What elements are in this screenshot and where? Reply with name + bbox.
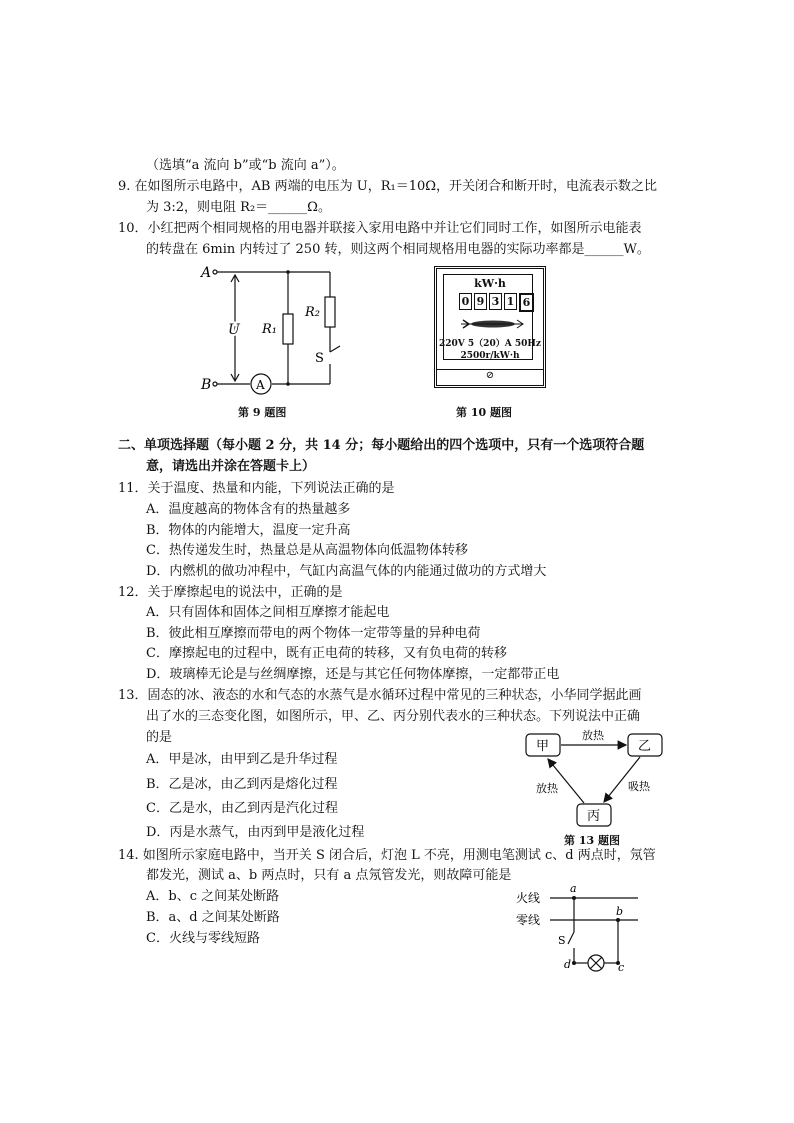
section2-title-line2: 意，请选出并涂在答题卡上） [146,459,316,474]
q13-line3: 的是 [146,730,173,745]
fig9-circuit [195,262,355,397]
fig9-label-r2: R₂ [305,305,320,320]
fig9-label-b: B [201,377,212,393]
fig14-switch-label: S [558,934,566,947]
q12-option-a: A．只有固体和固体之间相互摩擦才能起电 [146,605,390,620]
q11-option-d: D．内燃机的做功冲程中，气缸内高温气体的内能通过做功的方式增大 [146,564,547,579]
fig13-caption: 第 13 题图 [564,834,620,847]
q8-tail: （选填“a 流向 b”或“b 流向 a”）。 [146,158,345,173]
fig13-bing: 丙 [587,809,601,824]
q14-option-a: A．b、c 之间某处断路 [146,889,280,904]
meter-unit: kW·h [474,277,506,290]
meter-digit-decimal: 6 [519,293,534,312]
q11-option-b: B．物体的内能增大，温度一定升高 [146,523,351,538]
q11-stem: 11．关于温度、热量和内能，下列说法正确的是 [118,481,395,496]
q11-option-c: C．热传递发生时，热量总是从高温物体向低温物体转移 [146,543,468,558]
fig9-label-u: U [228,322,240,338]
fig9-label-a: A [201,265,212,281]
fig14-point-a: a [570,882,577,895]
q14-line1: 14. 如图所示家庭电路中，当开关 S 闭合后，灯泡 L 不亮，用测电笔测试 c、d 两点时，氖管 [118,848,656,863]
q13-line2: 出了水的三态变化图，如图所示，甲、乙、丙分别代表水的三种状态。下列说法中正确 [146,709,641,724]
q13-line1: 13．固态的冰、液态的水和气态的水蒸气是水循环过程中常见的三种状态，小华同学据此画 [118,688,642,703]
q10-line1: 10．小红把两个相同规格的用电器并联接入家用电路中并让它们同时工作，如图所示电能表 [118,221,642,236]
fig13-right-label: 吸热 [628,780,650,793]
ammeter-icon: A [256,378,265,392]
q12-stem: 12．关于摩擦起电的说法中，正确的是 [118,585,343,600]
fig9-label-r1: R₁ [262,322,277,337]
fig14-point-c: c [618,961,625,972]
meter-digits [459,293,534,312]
meter-digit: 1 [504,293,517,310]
fig13-yi: 乙 [638,739,652,754]
meter-disc-icon [457,317,527,331]
meter-spec1: 220V 5（20）A 50Hz [439,339,541,349]
fig10-energy-meter [434,266,546,388]
fig9-caption: 第 9 题图 [238,406,287,419]
fig14-house-circuit [510,880,645,972]
fig14-neutral-label: 零线 [516,913,541,927]
q10-line2: 的转盘在 6min 内转过了 250 转，则这两个相同规格用电器的实际功率都是______W。 [146,242,650,257]
meter-digit: 3 [489,293,502,310]
q14-line2: 都发光，测试 a、b 两点时，只有 a 点氖管发光，则故障可能是 [146,868,512,883]
q9-line2: 为 3:2，则电阻 R₂＝______Ω。 [146,200,331,215]
q13-option-c: C．乙是水，由乙到丙是汽化过程 [146,801,338,816]
fig14-point-b: b [616,905,624,918]
meter-digit: 0 [459,293,472,310]
q9-line1: 9. 在如图所示电路中，AB 两端的电压为 U，R₁＝10Ω，开关闭合和断开时，电流表示数之比 [118,179,658,194]
meter-digit: 9 [474,293,487,310]
q12-option-c: C．摩擦起电的过程中，既有正电荷的转移，又有负电荷的转移 [146,646,507,661]
q12-option-b: B．彼此相互摩擦而带电的两个物体一定带等量的异种电荷 [146,626,481,641]
fig9-label-s: S [315,351,324,366]
fig10-caption: 第 10 题图 [456,406,512,419]
meter-spec2: 2500r/kW·h [460,351,520,361]
fig13-state-diagram [520,726,670,830]
q13-option-d: D．丙是水蒸气，由丙到甲是液化过程 [146,825,365,840]
fig13-left-label: 放热 [536,782,558,795]
q14-option-b: B．a、d 之间某处断路 [146,910,280,925]
q12-option-d: D．玻璃棒无论是与丝绸摩擦，还是与其它任何物体摩擦，一定都带正电 [146,667,560,682]
fig13-top-label: 放热 [582,729,604,742]
section2-title-line1: 二、单项选择题（每小题 2 分，共 14 分；每小题给出的四个选项中，只有一个选项符合题 [118,438,645,453]
q11-option-a: A．温度越高的物体含有的热量越多 [146,502,351,517]
q14-option-c: C．火线与零线短路 [146,931,260,946]
q13-option-b: B．乙是冰，由乙到丙是熔化过程 [146,777,338,792]
fig14-point-d: d [564,958,572,971]
meter-knob-icon: ⊘ [485,370,495,381]
fig14-live-label: 火线 [516,891,541,905]
q13-option-a: A．甲是冰，由甲到乙是升华过程 [146,752,338,767]
fig13-jia: 甲 [536,739,550,754]
